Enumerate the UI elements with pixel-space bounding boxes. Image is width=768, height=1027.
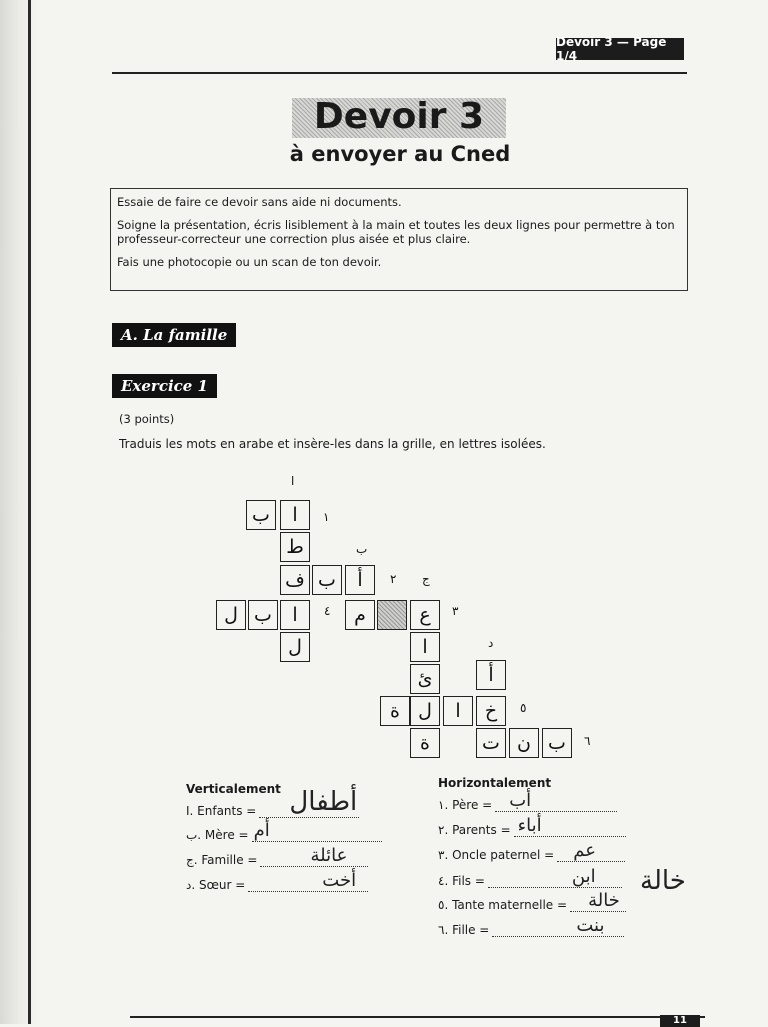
grid-cell: ط [280,532,310,562]
handwritten-answer: أب [509,790,532,811]
answer-line [492,915,624,937]
grid-cell: ن [509,728,539,758]
vertical-clue [186,820,382,842]
page-subtitle: à envoyer au Cned [289,142,511,166]
grid-cell: خ [476,696,506,726]
footer-rule [130,1016,705,1018]
handwritten-note: خالة [640,866,686,896]
grid-cell: ل [216,600,246,630]
answer-line [495,790,617,812]
clue-label: ٤. Fils = [438,874,485,888]
vertical-clue [186,870,368,892]
grid-cell: ف [280,565,310,595]
answer-line [488,866,622,888]
grid-cell: ع [410,600,440,630]
exercise-task: Traduis les mots en arabe et insère-les dans la grille, en lettres isolées. [119,437,546,451]
clue-label: ٢. Parents = [438,823,511,837]
exercise-title: Exercice 1 [112,374,217,398]
grid-cell: ة [410,728,440,758]
grid-cell: ب [248,600,278,630]
clue-label: ٦. Fille = [438,923,490,937]
vertical-clue [186,845,368,867]
handwritten-answer: عائلة [310,845,348,866]
grid-label-vc: ج [422,572,430,586]
grid-label-v1: ا [291,474,295,488]
horizontal-clue [438,790,617,812]
grid-cell: أ [476,660,506,690]
answer-line [557,840,625,862]
grid-cell: ب [542,728,572,758]
grid-label-h4: ٤ [324,604,331,618]
horizontal-clue [438,815,626,837]
answer-line [570,890,626,912]
grid-cell: ل [280,632,310,662]
clue-label: ٣. Oncle paternel = [438,848,555,862]
handwritten-answer: أم [253,820,270,841]
answer-line [248,870,368,892]
header-rule [112,72,687,74]
handwritten-answer: خالة [588,890,620,911]
handwritten-answer: أباء [517,815,542,836]
grid-cell: ا [443,696,473,726]
page-tag: Devoir 3 — Page 1/4 [556,38,684,60]
page-binding-line [28,0,31,1024]
grid-cell: ا [280,600,310,630]
exercise-points: (3 points) [119,412,175,426]
grid-cell-shaded [377,600,407,630]
grid-label-h6: ٦ [584,734,591,748]
horizontal-clue [438,890,626,912]
grid-label-h2: ٢ [390,572,397,586]
instruction-line: Essaie de faire ce devoir sans aide ni documents. [117,195,402,209]
clue-label: ب. Mère = [186,828,249,842]
handwritten-answer: أطفال [289,787,358,817]
horizontal-clue [438,866,622,888]
handwritten-answer: أخت [322,870,357,891]
grid-label-vd: د [488,636,494,650]
grid-cell: ب [312,565,342,595]
instructions-box [110,188,688,291]
instruction-line: Soigne la présentation, écris lisiblement à la main et toutes les deux lignes pour permettre à ton professeur-correcteur une correction plus aisée et plus claire. [117,218,675,246]
grid-cell: ا [410,632,440,662]
grid-cell: ة [380,696,410,726]
clue-label: ١. Père = [438,798,493,812]
handwritten-answer: عم [573,840,596,861]
grid-cell: م [345,600,375,630]
grid-cell: ب [246,500,276,530]
answer-line [260,845,368,867]
grid-label-vb: ب [356,542,368,556]
page-title: Devoir 3 [313,96,485,137]
grid-label-h1: ١ [323,510,330,524]
horizontal-clue [438,915,624,937]
section-title: A. La famille [112,323,236,347]
grid-cell: ئ [410,664,440,694]
grid-cell: ل [410,696,440,726]
clue-label: د. Sœur = [186,878,246,892]
clue-label: ٥. Tante maternelle = [438,898,568,912]
grid-label-h5: ٥ [520,701,527,715]
answer-line [259,787,359,818]
vertical-clues-title: Verticalement [186,782,281,796]
grid-cell: أ [345,565,375,595]
answer-line [252,820,382,842]
grid-cell: ا [280,500,310,530]
grid-cell: ت [476,728,506,758]
instruction-line: Fais une photocopie ou un scan de ton devoir. [117,255,382,269]
horizontal-clues-title: Horizontalement [438,776,552,790]
clue-label: ج. Famille = [186,853,258,867]
handwritten-answer: ابن [571,866,596,887]
handwritten-answer: بنت [576,915,605,936]
grid-label-h3: ٣ [452,604,459,618]
horizontal-clue [438,840,625,862]
page-number: 11 [660,1015,700,1027]
clue-label: I. Enfants = [186,804,257,818]
answer-line [514,815,626,837]
page-binding-edge [0,0,40,1024]
